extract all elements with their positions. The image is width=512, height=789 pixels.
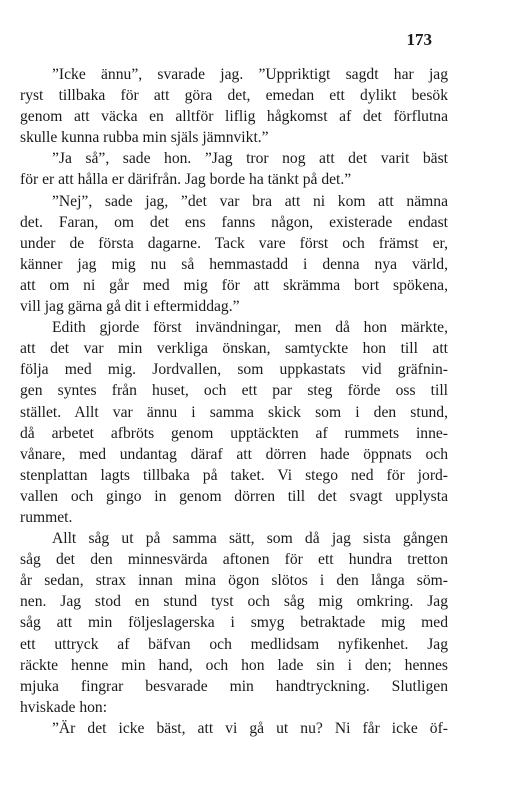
text-line: mjuka fingrar besvarade min handtryckning. Slutligen: [20, 677, 448, 695]
text-line: såg det den minnesvärda aftonen för ett hundra tretton: [20, 551, 448, 569]
text-line: stället. Allt var ännu i samma skick som i den stund,: [20, 403, 448, 421]
text-line: för er att hålla er därifrån. Jag borde ha tänkt på det.”: [20, 171, 352, 189]
text-line: att det var min verkliga önskan, samtyckte hon till att: [20, 340, 448, 358]
text-line: år sedan, strax innan mina ögon slötos i den långa söm-: [20, 572, 448, 590]
text-line: ”Icke ännu”, svarade jag. ”Uppriktigt sagdt har jag: [52, 66, 448, 83]
text-line: att om ni går med mig för att skrämma bort spökena,: [20, 276, 448, 294]
text-line: ”Är det icke bäst, att vi gå ut nu? Ni får icke öf-: [52, 719, 448, 737]
text-line: skulle kunna rubba min själs jämnvikt.”: [20, 129, 269, 147]
text-line: Edith gjorde först invändningar, men då hon märkte,: [52, 319, 448, 337]
text-line: gen syntes från huset, och ett par steg förde oss till: [20, 382, 448, 400]
text-line: nen. Jag stod en stund tyst och såg mig omkring. Jag: [20, 593, 448, 611]
text-line: då arbetet afbröts genom upptäckten af rummets inne-: [20, 424, 448, 442]
text-line: räckte henne min hand, och hon lade sin i den; hennes: [20, 656, 448, 674]
text-line: Allt såg ut på samma sätt, som då jag sista gången: [52, 530, 448, 548]
text-line: vill jag gärna gå dit i eftermiddag.”: [20, 298, 240, 316]
text-line: hviskade hon:: [20, 698, 108, 716]
text-line: såg att min följeslagerska i smyg betraktade mig med: [20, 614, 448, 632]
body-text: [20, 64, 448, 739]
text-line: ”Ja så”, sade hon. ”Jag tror nog att det varit bäst: [52, 150, 448, 168]
text-line: vånare, med undantag däraf att dörren hade öppnats och: [20, 445, 448, 463]
page-number: 173: [406, 30, 432, 49]
text-line: vallen och gingo in genom dörren till det svagt upplysta: [20, 487, 448, 505]
text-line: ”Nej”, sade jag, ”det var bra att ni kom att nämna: [52, 192, 448, 210]
text-line: följa med mig. Jordvallen, som uppkastats vid gräfnin-: [20, 361, 448, 379]
text-line: stenplattan lagts tillbaka på taket. Vi stego ned för jord-: [20, 466, 448, 484]
text-line: under de första dagarne. Tack vare först och främst er,: [20, 234, 448, 252]
text-line: känner jag mig nu så hemmastadd i denna nya värld,: [20, 255, 448, 273]
text-line: ryst tillbaka för att göra det, emedan ett dylikt besök: [20, 87, 448, 105]
text-line: det. Faran, om det ens fanns någon, existerade endast: [20, 213, 448, 231]
text-line: rummet.: [20, 508, 73, 526]
text-line: genom att väcka en alltför liflig hågkomst af det förflutna: [20, 108, 448, 126]
text-line: ett uttryck af bäfvan och medlidsam nyfikenhet. Jag: [20, 635, 448, 653]
